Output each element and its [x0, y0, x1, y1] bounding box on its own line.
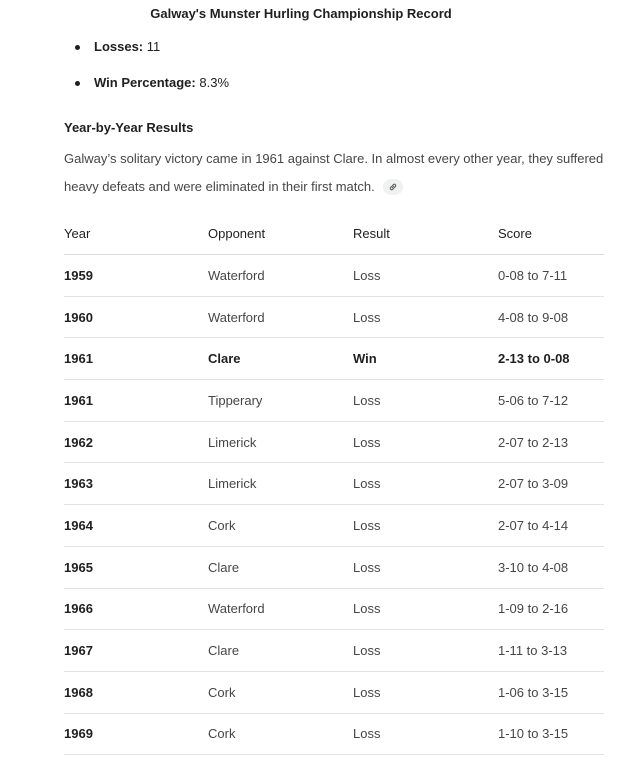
cell-year: 1967 [64, 630, 208, 672]
bullet-marker [75, 81, 80, 86]
stat-label: Losses: [94, 39, 144, 54]
source-link-button[interactable] [383, 179, 403, 195]
cell-result: Loss [353, 630, 498, 672]
cell-year: 1963 [64, 463, 208, 505]
cell-result: Loss [353, 463, 498, 505]
cell-result: Loss [353, 255, 498, 297]
cell-score: 5-06 to 7-12 [498, 380, 604, 422]
cell-result: Loss [353, 296, 498, 338]
table-row [64, 546, 604, 588]
table-row [64, 463, 604, 505]
cell-opponent: Clare [208, 338, 353, 380]
cell-result: Loss [353, 713, 498, 755]
cell-score: 0-08 to 7-11 [498, 255, 604, 297]
cell-opponent: Clare [208, 546, 353, 588]
table-row [64, 380, 604, 422]
cell-result: Loss [353, 421, 498, 463]
cell-result: Loss [353, 380, 498, 422]
cell-result: Loss [353, 588, 498, 630]
table-row-win [64, 338, 604, 380]
column-header-year: Year [64, 213, 208, 255]
cell-opponent: Cork [208, 713, 353, 755]
cell-score: 1-10 to 3-15 [498, 713, 604, 755]
cell-year: 1964 [64, 505, 208, 547]
column-header-score: Score [498, 213, 604, 255]
bullet-marker [75, 45, 80, 50]
table-row [64, 630, 604, 672]
cell-result: Loss [353, 546, 498, 588]
cell-opponent: Waterford [208, 588, 353, 630]
cell-result: Win [353, 338, 498, 380]
cell-year: 1959 [64, 255, 208, 297]
stat-value: 8.3% [199, 75, 230, 90]
cell-year: 1961 [64, 380, 208, 422]
section-heading: Year-by-Year Results [64, 120, 194, 135]
table-row [64, 421, 604, 463]
cell-year: 1965 [64, 546, 208, 588]
cell-score: 2-13 to 0-08 [498, 338, 604, 380]
cell-score: 1-11 to 3-13 [498, 630, 604, 672]
table-row [64, 671, 604, 713]
cell-score: 2-07 to 4-14 [498, 505, 604, 547]
table-header-row [64, 213, 604, 255]
table-row [64, 296, 604, 338]
cell-year: 1962 [64, 421, 208, 463]
table-row [64, 588, 604, 630]
summary-text: Galway’s solitary victory came in 1961 against Clare. In almost every other year, they suffered heavy defeats and were eliminated in their first match. [64, 151, 604, 194]
column-header-opponent: Opponent [208, 213, 353, 255]
cell-score: 2-07 to 2-13 [498, 421, 604, 463]
cell-opponent: Cork [208, 671, 353, 713]
cell-opponent: Limerick [208, 463, 353, 505]
page-heading: Galway's Munster Hurling Championship Record [150, 6, 452, 21]
cell-year: 1966 [64, 588, 208, 630]
cell-score: 4-08 to 9-08 [498, 296, 604, 338]
cell-score: 1-09 to 2-16 [498, 588, 604, 630]
cell-opponent: Tipperary [208, 380, 353, 422]
cell-year: 1968 [64, 671, 208, 713]
cell-opponent: Cork [208, 505, 353, 547]
cell-result: Loss [353, 505, 498, 547]
table-row [64, 505, 604, 547]
summary-paragraph [64, 145, 604, 201]
cell-score: 3-10 to 4-08 [498, 546, 604, 588]
cell-year: 1960 [64, 296, 208, 338]
link-icon [388, 182, 398, 192]
stat-value: 11 [146, 39, 161, 54]
cell-opponent: Waterford [208, 296, 353, 338]
cell-score: 1-06 to 3-15 [498, 671, 604, 713]
column-header-result: Result [353, 213, 498, 255]
results-table [64, 213, 604, 755]
cell-result: Loss [353, 671, 498, 713]
table-row [64, 255, 604, 297]
cell-score: 2-07 to 3-09 [498, 463, 604, 505]
cell-opponent: Clare [208, 630, 353, 672]
stat-label: Win Percentage: [94, 75, 196, 90]
table-row [64, 713, 604, 755]
cell-year: 1969 [64, 713, 208, 755]
cell-opponent: Limerick [208, 421, 353, 463]
cell-opponent: Waterford [208, 255, 353, 297]
cell-year: 1961 [64, 338, 208, 380]
